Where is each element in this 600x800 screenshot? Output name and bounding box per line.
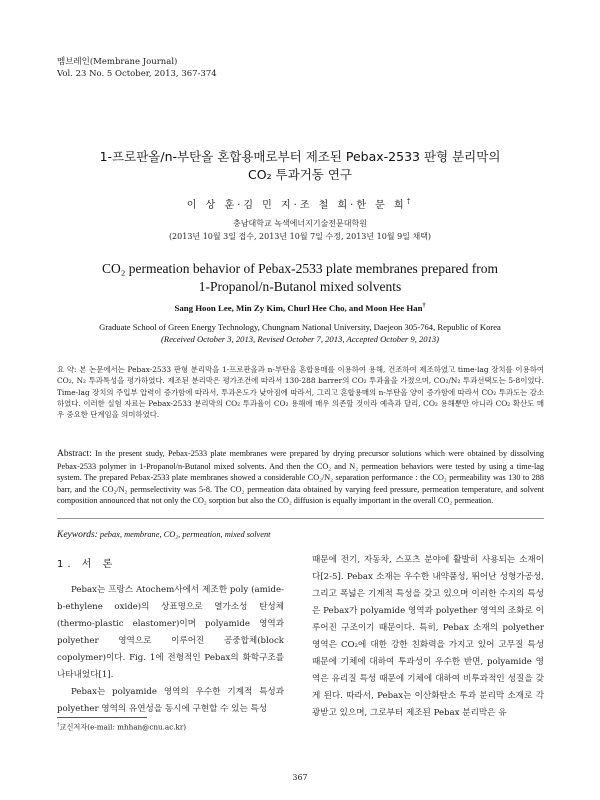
footnote-mark: † (57, 722, 60, 728)
right-column (312, 552, 544, 722)
journal-issue: Vol. 23 No. 5 October, 2013, 367-374 (57, 69, 217, 79)
english-abstract-label: Abstract: (57, 449, 92, 459)
journal-name: 멤브레인(Membrane Journal) (57, 57, 178, 67)
english-title (40, 260, 560, 296)
english-title-line1: CO₂ permeation behavior of Pebax-2533 plate membranes prepared from (101, 261, 499, 276)
korean-authors (40, 196, 560, 211)
paragraph: Pebax는 polyamide 영역의 우수한 기계적 특성과 polyether 영역의 유연성을 동시에 구현할 수 있는 특성 (57, 687, 284, 714)
paragraph: Pebax는 프랑스 Atochem사에서 제조한 poly (amide-b-ethylene oxide)의 상표명으로 열가소성 탄성체(thermo-plastic elastomer)이며 polyamide 영역과 polyether 영역으로 이루어진 공중합체(block copolymer)이다. Fig. 1에 전형적인 Pebax의 화학구조를 나타내었다[1]. (57, 585, 284, 680)
keywords (57, 530, 544, 540)
korean-dates: (2013년 10월 3일 접수, 2013년 10월 7일 수정, 2013년 10월 9일 채택) (168, 232, 432, 241)
english-dates: (Received October 3, 2013, Revised October 7, 2013, Accepted October 9, 2013) (160, 334, 440, 344)
korean-affiliation-block (40, 217, 560, 243)
korean-abstract-text: 본 논문에서는 Pebax-2533 판형 분리막을 1-프로판올과 n-부탄올 혼합용매를 이용하여 용해, 건조하여 제조하였고 time-lag 장치를 이용하여 CO₂, N₂ 투과특성을 평가하였다. 제조된 분리막은 평가조건에 따라서 130-288 barrer의 CO₂ 투과율을 가졌으며, CO₂/N₂ 투과선택도는 5-8이었다. Time-lag 장치의 주입부 압력이 증가함에 따라서, 투과온도가 낮아짐에 따라서, 그리고 혼합용매의 n-부탄올 양이 증가함에 따라서 CO₂ 투과도는 감소하였다. 이러한 실험 자료는 Pebax-2533 분리막의 CO₂ 투과율이 CO₂ 용해에 매우 의존할 것이라 예측과 달리, CO₂ 용해뿐만 아니라 CO₂ 확산도 매우 중요한 단계임을 의미하였다. (57, 365, 544, 420)
korean-title (40, 148, 560, 184)
english-abstract-text: In the present study, Pebax-2533 plate membranes were prepared by drying precursor solutions which were obtained by dissolving Pebax-2533 polymer in 1-Propanol/n-Butanol mixed solvents. And then the CO₂ and N₂ permeation behaviors were tested by using a time-lag system. The prepared Pebax-2533 plate membranes showed a considerable CO₂/N₂ separation performance : the CO₂ permeability was 130 to 288 barr, and the CO₂/N₂ permselectivity was 5-8. The CO₂ permeation data obtained by varying feed pressure, permeation temperature, and solvent composition announced that not only the CO₂ sorption but also the CO₂ diffusion is equally important in the overall CO₂ permeation. (57, 449, 545, 505)
footnote-divider (57, 717, 147, 718)
english-affiliation-block (40, 321, 560, 345)
keywords-text: pebax, membrane, CO₂, permeation, mixed solvent (99, 530, 271, 539)
korean-authors-text: 이 상 훈·김 민 지·조 철 희·한 문 희 (186, 200, 407, 211)
korean-affiliation: 충남대학교 녹색에너지기술전문대학원 (233, 219, 367, 228)
footnote (57, 722, 186, 732)
korean-abstract (57, 364, 544, 420)
keywords-label: Keywords: (57, 530, 98, 540)
english-corresponding-mark: † (422, 303, 426, 310)
paragraph: 때문에 전기, 자동차, 스포츠 분야에 활발히 사용되는 소재이다[2-5]. Pebax 소재는 우수한 내약품성, 뛰어난 성형가공성, 그리고 폭넓은 기계적 특성을 갖고 있으며 이러한 수지의 특성은 Pebax가 polyamide 영역과 polyether 영역의 조화로 이루어진 구조이기 때문이다. 특히, Pebax 소재의 polyether 영역은 CO₂에 대한 강한 친화력을 가지고 있어 고무질 특성 때문에 기체에 대하여 투과성이 우수한 반면, polyamide 영역은 유리질 특성 때문에 기체에 대하여 비투과적인 성질을 갖게 된다. 따라서, Pebax는 이산화탄소 투과 분리막 소재로 각광받고 있으며, 그로부터 제조된 Pebax 분리막은 유 (312, 555, 544, 718)
english-abstract (57, 448, 544, 507)
korean-abstract-label: 요 약: (57, 365, 77, 374)
english-authors-text: Sang Hoon Lee, Min Zy Kim, Churl Hee Cho, and Moon Hee Han (174, 303, 423, 313)
footnote-text: 교신저자(e-mail: mhhan@cnu.ac.kr) (59, 722, 187, 732)
korean-title-line1: 1-프로판올/n-부탄올 혼합용매로부터 제조된 Pebax-2533 판형 분리막의 (99, 149, 501, 164)
korean-title-line2: CO₂ 투과거동 연구 (248, 167, 352, 182)
section-heading-introduction: 1. 서 론 (57, 559, 117, 570)
corresponding-mark: † (406, 197, 414, 206)
page-number: 367 (292, 773, 308, 782)
english-authors (40, 303, 560, 313)
journal-header (57, 56, 217, 80)
left-column (57, 582, 284, 718)
abstract-divider (57, 518, 544, 519)
english-affiliation: Graduate School of Green Energy Technology, Chungnam National University, Daejeon 305-764, Republic of Korea (99, 322, 501, 332)
english-title-line2: 1-Propanol/n-Butanol mixed solvents (198, 279, 402, 294)
